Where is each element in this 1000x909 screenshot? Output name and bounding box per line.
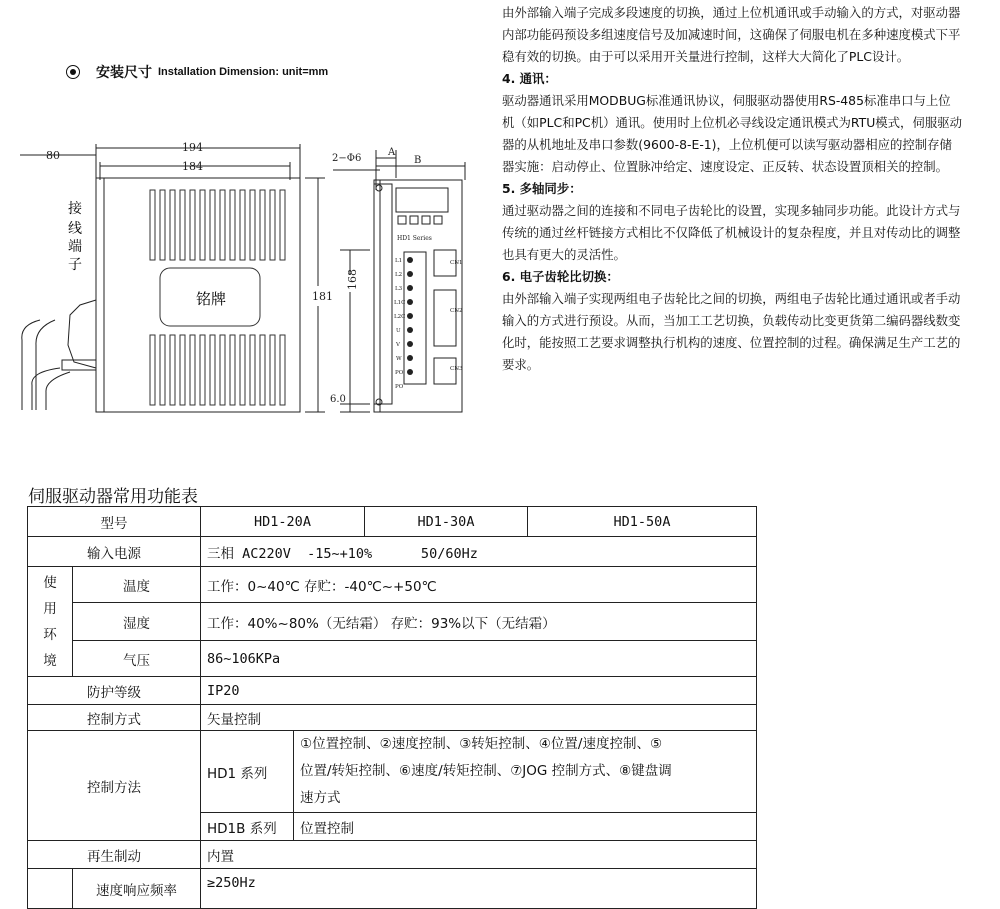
dim-168-label: 168 <box>346 269 359 290</box>
para-gear-ratio: 由外部输入端子实现两组电子齿轮比之间的切换，两组电子齿轮比通过通讯或者手动输入的方式进行预设。从而，当加工工艺切换，负载传动比变更货第二编码器线数变化时，能按照工艺要求调整执行机构的速度、位置控制的过程。确保满足生产工艺的要求。 <box>502 291 961 372</box>
vent-group-top <box>150 190 285 260</box>
port-label: CN2 <box>450 308 463 314</box>
terminal-label: L2C <box>394 314 406 320</box>
empty-cell <box>28 869 73 909</box>
table-title: 伺服驱动器常用功能表 <box>28 487 198 507</box>
regen-label: 再生制动 <box>28 841 201 869</box>
terminal-label: W <box>396 356 402 362</box>
humid-value: 工作：40%~80%（无结霜） 存贮：93%以下（无结霜） <box>201 603 757 641</box>
terminal-label: L1 <box>395 258 403 264</box>
regen-value: 内置 <box>201 841 757 869</box>
wiring-label-3: 端 <box>68 239 82 255</box>
terminal-label: L2 <box>395 272 403 278</box>
dimension-drawing <box>0 140 480 440</box>
env-label: 使 用 环 境 <box>28 567 73 677</box>
humid-label: 湿度 <box>73 603 201 641</box>
wiring-label-1: 接 <box>68 201 82 217</box>
terminal-label: L1C <box>394 300 406 306</box>
model-label: 型号 <box>28 507 201 537</box>
table-row <box>28 705 757 731</box>
heading-communication: 4. 通讯： <box>502 71 557 86</box>
dim-194-label: 194 <box>182 141 203 154</box>
ctrl-mode-value: 矢量控制 <box>201 705 757 731</box>
dim-6-label: 6.0 <box>330 394 346 405</box>
heading-gear-ratio: 6. 电子齿轮比切换： <box>502 269 619 284</box>
terminal-label: PO <box>395 370 404 376</box>
target-bullet-icon <box>66 65 80 79</box>
model-cell: HD1-20A <box>201 507 365 537</box>
terminal-label: L3 <box>395 286 403 292</box>
press-label: 气压 <box>73 641 201 677</box>
para-multi-axis: 通过驱动器之间的连接和不同电子齿轮比的设置，实现多轴同步功能。此设计方式与传统的通过丝杆链接方式相比不仅降低了机械设计的复杂程度，并且对传动比的调整也具有更大的灵活性。 <box>502 203 961 262</box>
hd1-value: ①位置控制、②速度控制、③转矩控制、④位置/速度控制、⑤ 位置/转矩控制、⑥速度/转矩控制、⑦JOG 控制方式、⑧键盘调 速方式 <box>294 731 757 813</box>
ip-label: 防护等级 <box>28 677 201 705</box>
terminal-label: U <box>396 328 401 334</box>
ctrl-mode-label: 控制方式 <box>28 705 201 731</box>
table-row <box>28 507 757 537</box>
hd1b-value: 位置控制 <box>294 813 757 841</box>
terminal-label: V <box>396 342 400 348</box>
table-row <box>28 641 757 677</box>
heading-multi-axis: 5. 多轴同步： <box>502 181 582 196</box>
dim-B-label: B <box>414 155 422 166</box>
wiring-label-4: 子 <box>68 257 82 273</box>
table-row <box>28 603 757 641</box>
temp-label: 温度 <box>73 567 201 603</box>
model-cell: HD1-50A <box>528 507 757 537</box>
install-subtitle: Installation Dimension: unit=mm <box>158 66 329 78</box>
ctrl-method-label: 控制方法 <box>28 731 201 841</box>
table-row <box>28 869 757 909</box>
terminal-label: PO <box>395 384 404 390</box>
temp-value: 工作：0~40℃ 存贮：-40℃~+50℃ <box>201 567 757 603</box>
power-value: 三相 AC220V -15~+10% 50/60Hz <box>201 537 757 567</box>
series-label: HD1 Series <box>397 235 432 242</box>
port-label: CN3 <box>450 366 463 372</box>
table-row <box>28 677 757 705</box>
dim-80-label: 80 <box>46 149 60 162</box>
feature-description <box>502 2 962 376</box>
table-row <box>28 537 757 567</box>
port-label: CN1 <box>450 260 463 266</box>
model-cell: HD1-30A <box>365 507 528 537</box>
ip-value: IP20 <box>201 677 757 705</box>
para-speed-switch: 由外部输入端子完成多段速度的切换，通过上位机通讯或手动输入的方式，对驱动器内部功能码预设多组速度信号及加减速时间，这确保了伺服电机在多种速度模式下平稳有效的切换。由于可以采用开关量进行控制，这样大大简化了PLC设计。 <box>502 5 961 64</box>
para-communication: 驱动器通讯采用MODBUG标准通讯协议，伺服驱动器使用RS-485标准串口与上位机（如PLC和PC机）通讯。使用时上位机必寻线设定通讯模式为RTU模式，伺服驱动器的从机地址及串口参数(9600-8-E-1)，上位机便可以读写驱动器相应的控制存储器实施：启动停止、位置脉冲给定、速度设定、正反转、状态设置顶相关的控制。 <box>502 93 962 174</box>
speed-resp-label: 速度响应频率 <box>73 869 201 909</box>
hd1b-label: HD1B 系列 <box>201 813 294 841</box>
nameplate-label: 铭牌 <box>196 290 227 308</box>
press-value: 86~106KPa <box>201 641 757 677</box>
power-label: 输入电源 <box>28 537 201 567</box>
speed-resp-value: ≥250Hz <box>201 869 757 909</box>
dim-184-label: 184 <box>182 160 203 173</box>
install-title: 安装尺寸 <box>96 65 152 81</box>
dim-2phi6-label: 2−Φ6 <box>332 153 362 164</box>
table-row <box>28 841 757 869</box>
install-dimension-heading <box>66 62 328 82</box>
spec-table <box>27 506 757 909</box>
dim-181-label: 181 <box>312 290 333 303</box>
dim-A-label: A <box>388 147 396 158</box>
vent-group-bottom <box>150 335 285 405</box>
hd1-label: HD1 系列 <box>201 731 294 813</box>
table-row <box>28 567 757 603</box>
table-row <box>28 731 757 813</box>
wiring-label-2: 线 <box>68 221 82 237</box>
